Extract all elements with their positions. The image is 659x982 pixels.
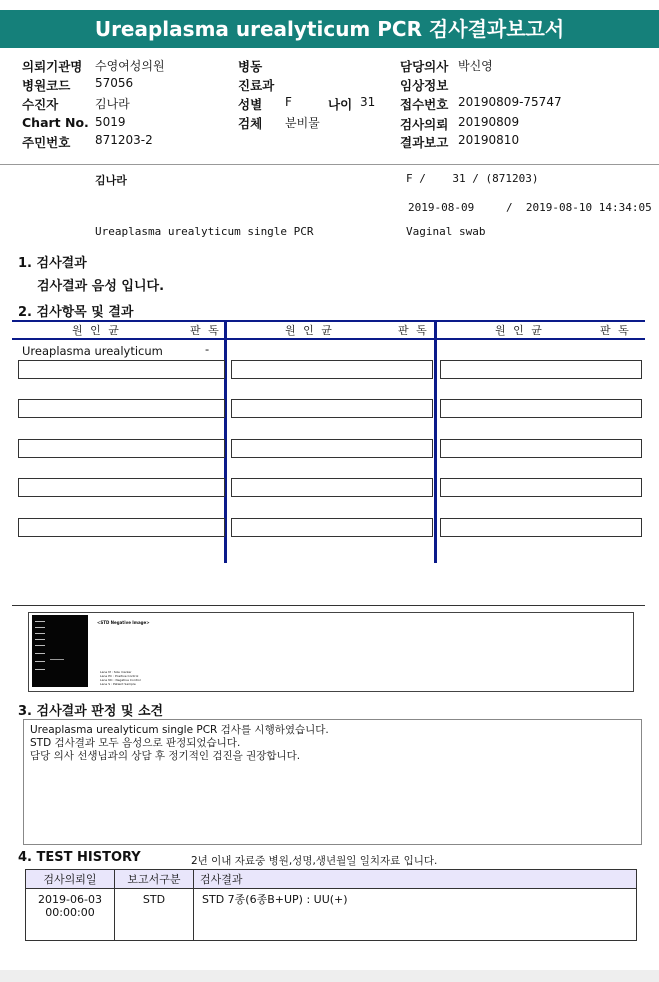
results-grid-header-border bbox=[12, 338, 645, 340]
patient-request-date: 2019-08-09 bbox=[408, 201, 475, 214]
history-note: 2년 이내 자료중 병원,성명,생년월일 일치자료 입니다. bbox=[191, 855, 438, 867]
patient-name: 김나라 bbox=[95, 174, 127, 187]
hospital-code-value: 57056 bbox=[95, 76, 134, 90]
report-date-label: 결과보고 bbox=[400, 135, 449, 150]
result-cell bbox=[231, 478, 433, 497]
table-row bbox=[26, 889, 637, 941]
col2-pathogen-header: 원 인 균 bbox=[285, 324, 334, 337]
history-col-date: 검사의뢰일 bbox=[26, 870, 115, 889]
resident-no-label: 주민번호 bbox=[22, 135, 71, 150]
patient-label: 수진자 bbox=[22, 97, 59, 112]
result-cell bbox=[440, 360, 642, 379]
history-table-wrap bbox=[25, 869, 637, 941]
hospital-name-value: 수영여성의원 bbox=[95, 59, 165, 73]
sex-value: F bbox=[285, 95, 292, 109]
section2-title: 2. 검사항목 및 결과 bbox=[18, 305, 134, 320]
history-table bbox=[25, 869, 637, 941]
col2-judgement-header: 판 독 bbox=[398, 324, 429, 337]
comment-line: Ureaplasma urealyticum single PCR 검사를 시행하였습니다. bbox=[30, 724, 329, 736]
gel-image bbox=[32, 615, 88, 687]
receipt-no-label: 접수번호 bbox=[400, 97, 449, 112]
result-cell bbox=[18, 360, 225, 379]
result-cell bbox=[231, 360, 433, 379]
row1-pathogen: Ureaplasma urealyticum bbox=[22, 344, 163, 358]
specimen-type: Vaginal swab bbox=[406, 225, 486, 238]
history-date-cell bbox=[26, 889, 115, 941]
gel-legend-item: Lane NC : Negative Control bbox=[100, 678, 141, 682]
specimen-value: 분비물 bbox=[285, 116, 320, 130]
specimen-label: 검체 bbox=[238, 116, 263, 131]
history-col-result: 검사결과 bbox=[194, 870, 637, 889]
request-date-value: 20190809 bbox=[458, 115, 520, 129]
history-result: STD 7종(6종B+UP) : UU(+) bbox=[194, 889, 637, 941]
result-cell bbox=[440, 399, 642, 418]
comment-box bbox=[23, 719, 642, 845]
history-type: STD bbox=[115, 889, 194, 941]
test-name: Ureaplasma urealyticum single PCR bbox=[95, 225, 314, 238]
row1-judgement: - bbox=[205, 342, 210, 356]
result-cell bbox=[231, 439, 433, 458]
col3-judgement-header: 판 독 bbox=[600, 324, 631, 337]
gel-legend-item: Lane M : Size marker bbox=[100, 670, 132, 674]
history-time: 00:00:00 bbox=[45, 906, 95, 919]
history-col-type: 보고서구분 bbox=[115, 870, 194, 889]
result-cell bbox=[18, 518, 225, 537]
doctor-label: 담당의사 bbox=[400, 59, 449, 74]
gel-legend bbox=[100, 670, 141, 686]
result-cell bbox=[440, 518, 642, 537]
age-label: 나이 bbox=[328, 97, 353, 112]
hospital-code-label: 병원코드 bbox=[22, 78, 71, 93]
department-label: 진료과 bbox=[238, 78, 275, 93]
section-separator bbox=[12, 605, 645, 606]
chart-no-label: Chart No. bbox=[22, 115, 89, 130]
gel-image-label: <STD Negative Image> bbox=[97, 620, 150, 625]
report-date-value: 20190810 bbox=[458, 133, 520, 147]
result-cell bbox=[18, 399, 225, 418]
doctor-value: 박신영 bbox=[458, 59, 493, 73]
col3-pathogen-header: 원 인 균 bbox=[495, 324, 544, 337]
history-date: 2019-06-03 bbox=[38, 893, 102, 906]
result-cell bbox=[231, 518, 433, 537]
footer-strip bbox=[0, 970, 659, 982]
ward-label: 병동 bbox=[238, 59, 263, 74]
col1-judgement-header: 판 독 bbox=[190, 324, 221, 337]
section4-title: 4. TEST HISTORY bbox=[18, 850, 141, 865]
result-cell bbox=[18, 478, 225, 497]
comment-line: STD 검사결과 모두 음성으로 판정되었습니다. bbox=[30, 737, 241, 749]
history-header-row bbox=[26, 870, 637, 889]
hospital-name-label: 의뢰기관명 bbox=[22, 59, 83, 74]
grid-divider-2 bbox=[434, 320, 437, 563]
report-title: Ureaplasma urealyticum PCR 검사결과보고서 bbox=[0, 10, 659, 48]
request-date-label: 검사의뢰 bbox=[400, 117, 449, 132]
section1-title: 1. 검사결과 bbox=[18, 256, 87, 271]
section1-result: 검사결과 음성 입니다. bbox=[37, 279, 165, 294]
result-cell bbox=[440, 478, 642, 497]
gel-legend-item: Lane S : Patient Sample bbox=[100, 682, 136, 686]
sex-label: 성별 bbox=[238, 97, 263, 112]
clinical-info-label: 임상정보 bbox=[400, 78, 449, 93]
comment-line: 담당 의사 선생님과의 상담 후 정기적인 검진을 권장합니다. bbox=[30, 750, 301, 762]
age-value: 31 bbox=[360, 95, 376, 109]
gel-legend-item: Lane PC : Positive Control bbox=[100, 674, 139, 678]
section3-title: 3. 검사결과 판정 및 소견 bbox=[18, 704, 164, 719]
gel-bands-graphic bbox=[32, 615, 88, 687]
patient-sex-age: F / 31 / (871203) bbox=[406, 172, 539, 185]
patient-report-datetime: / 2019-08-10 14:34:05 bbox=[506, 201, 652, 214]
chart-no-value: 5019 bbox=[95, 115, 126, 129]
result-cell bbox=[18, 439, 225, 458]
col1-pathogen-header: 원 인 균 bbox=[72, 324, 121, 337]
resident-no-value: 871203-2 bbox=[95, 133, 153, 147]
receipt-no-value: 20190809-75747 bbox=[458, 95, 562, 109]
patient-value: 김나라 bbox=[95, 97, 130, 111]
result-cell bbox=[440, 439, 642, 458]
result-cell bbox=[231, 399, 433, 418]
